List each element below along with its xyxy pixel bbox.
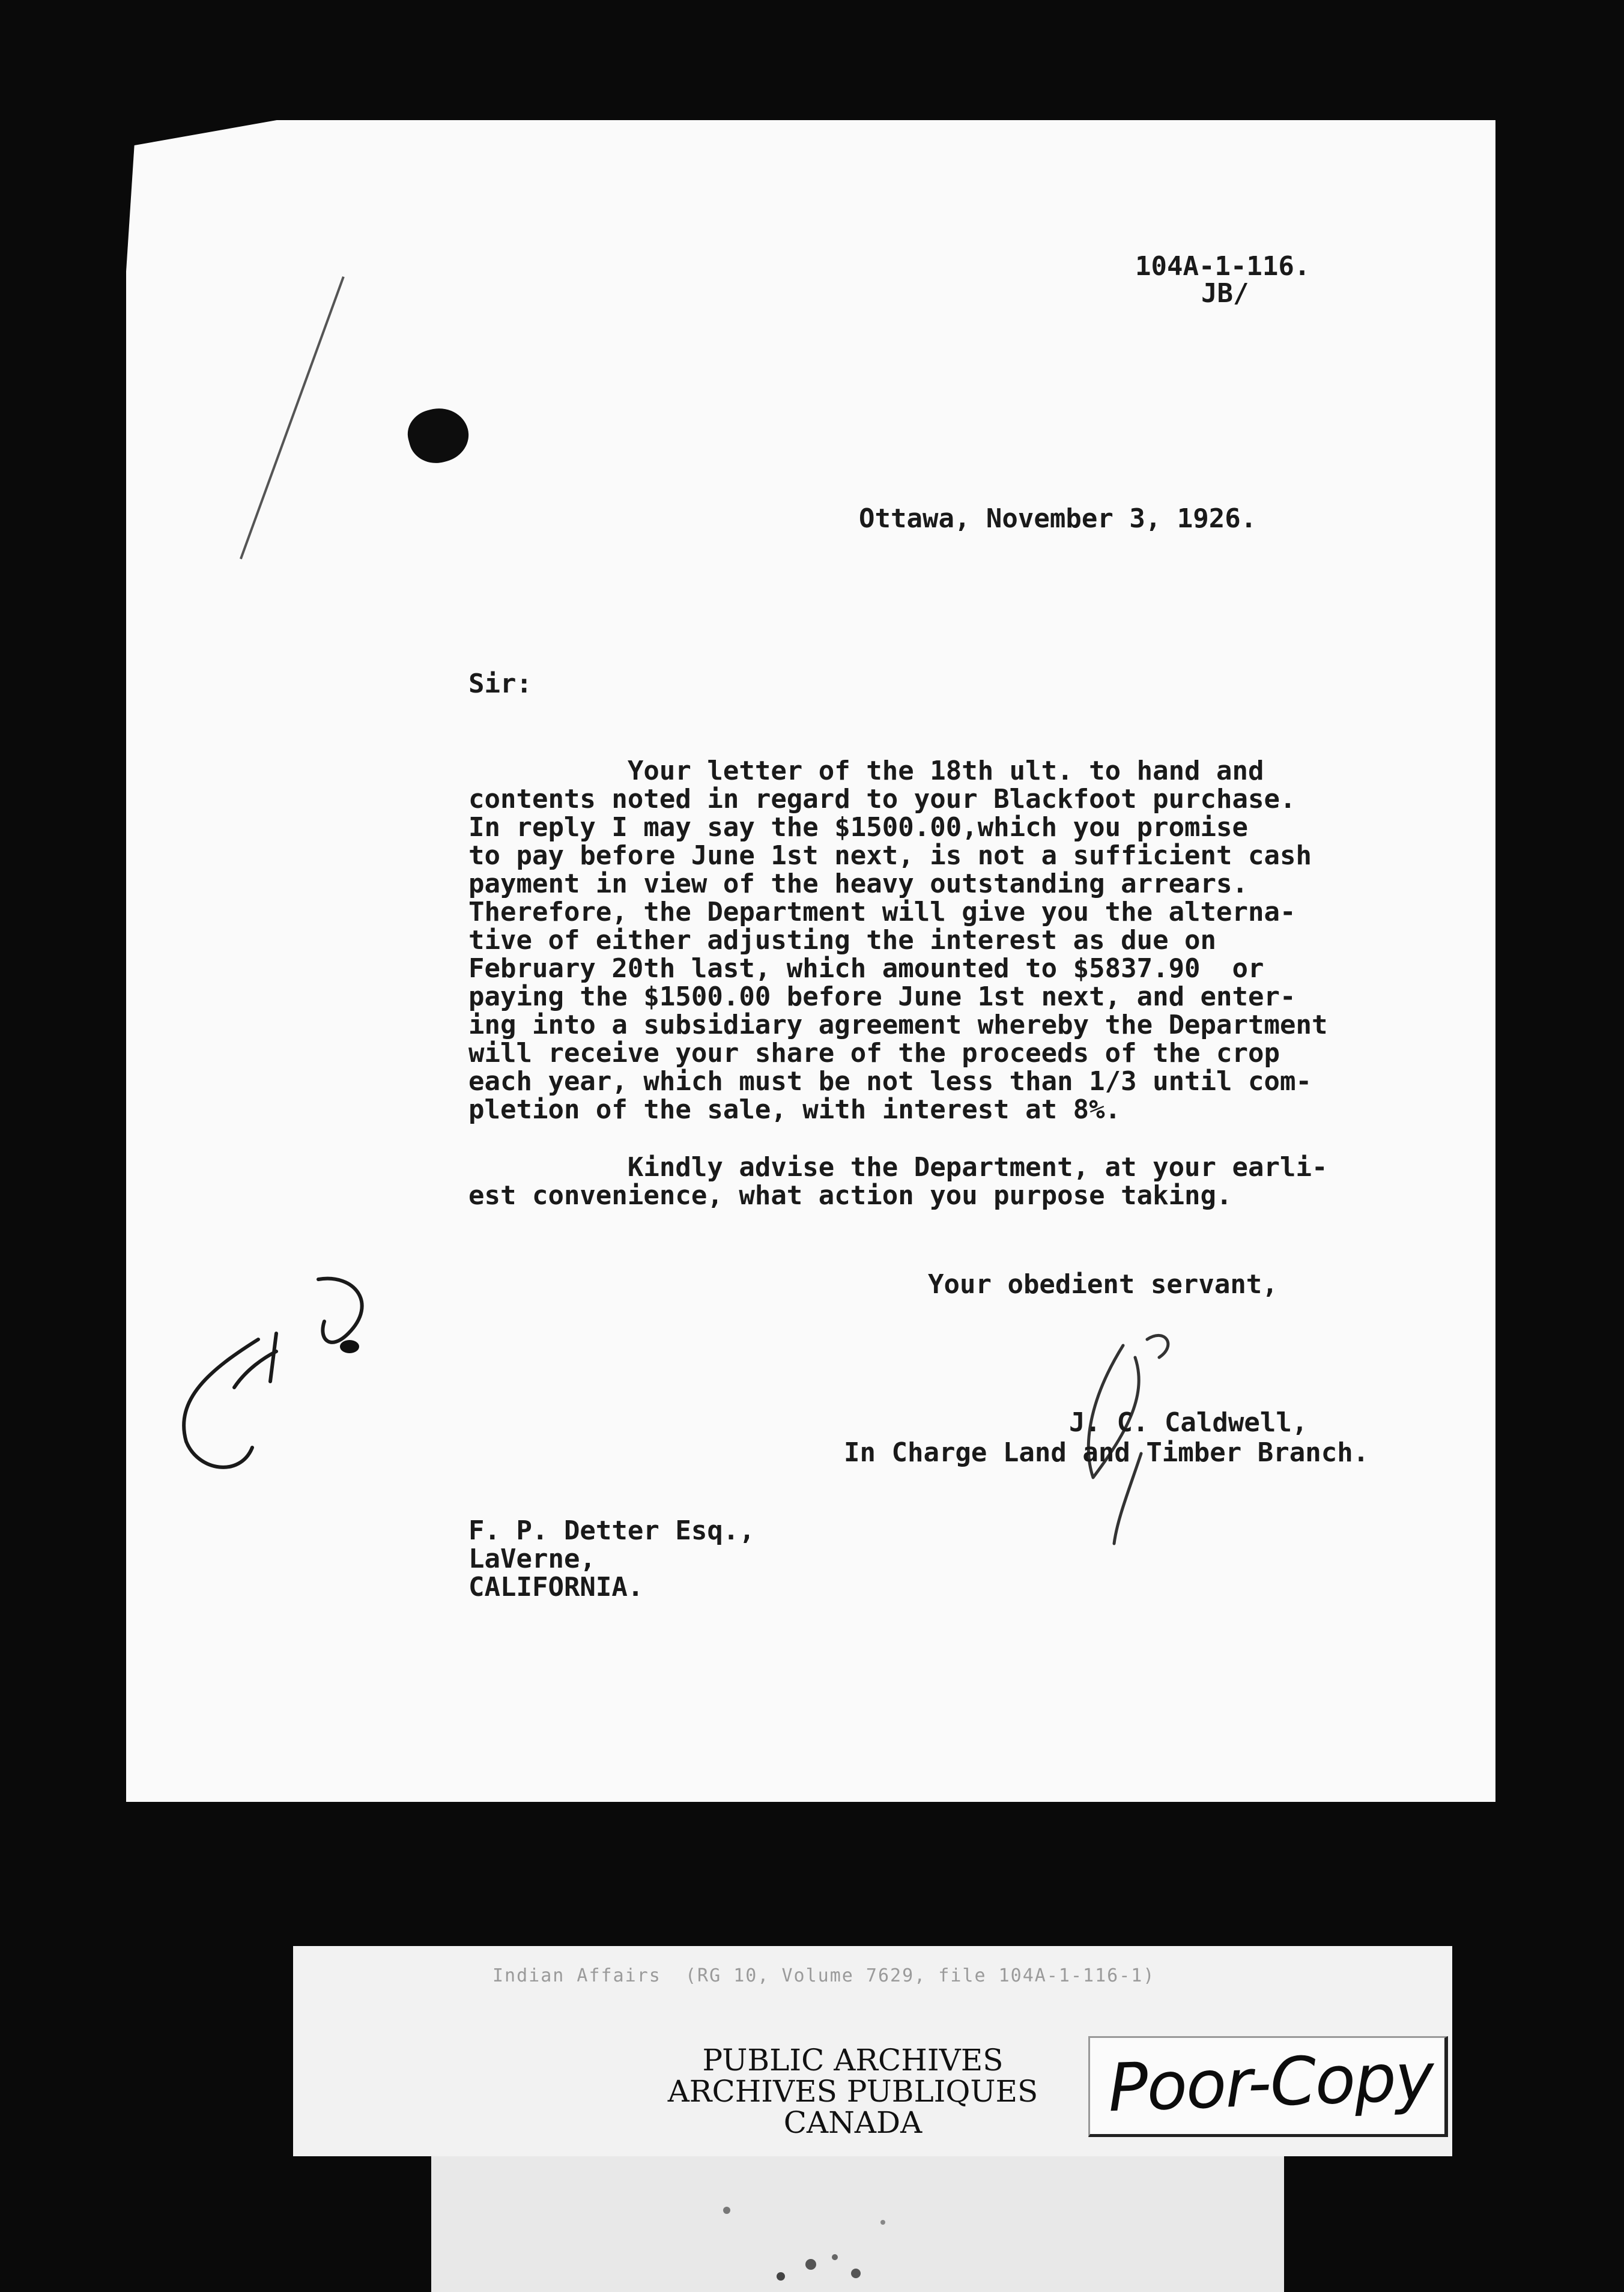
archive-label-english: PUBLIC ARCHIVES	[702, 2043, 1004, 2078]
margin-handwritten-mark	[174, 1267, 402, 1490]
recipient-state: CALIFORNIA.	[468, 1572, 644, 1602]
archive-reference-strip: Indian Affairs (RG 10, Volume 7629, file 104A-1-116-1)	[492, 1965, 1156, 1986]
poor-copy-note: Poor-Copy	[1106, 2038, 1434, 2127]
typist-initials: JB/	[1201, 278, 1249, 309]
complimentary-closing: Your obedient servant,	[928, 1269, 1278, 1300]
recipient-city: LaVerne,	[468, 1544, 596, 1574]
poor-copy-label-box	[1088, 2036, 1448, 2137]
file-reference-number: 104A-1-116.	[1135, 251, 1310, 282]
body-paragraph-1: Your letter of the 18th ult. to hand and contents noted in regard to your Blackfoot purchase. In reply I may say the $1500.00,which you promise to pay before June 1st next, is not a sufficient cash payment in view of the heavy outstanding arrears. Therefore, the Department will give you the alterna- tive of either adjusting the interest as due on February 20th last, which amounted to $5837.90 or paying the $1500.00 before June 1st next, and enter- ing into a subsidiary agreement whereby the Department will receive your share of the proceeds of the crop each year, which must be not less than 1/3 until com- pletion of the sale, with interest at 8%.	[468, 756, 1328, 1125]
recipient-address	[468, 1517, 755, 1601]
stamp-speckle	[691, 2186, 943, 2288]
signatory-name: J. C. Caldwell,	[1069, 1407, 1308, 1438]
archive-label-french: ARCHIVES PUBLIQUES	[667, 2074, 1038, 2109]
signatory-title: In Charge Land and Timber Branch.	[844, 1437, 1369, 1468]
date-line: Ottawa, November 3, 1926.	[859, 503, 1257, 534]
salutation: Sir:	[468, 668, 532, 699]
punch-hole	[402, 402, 474, 470]
body-paragraph-2: Kindly advise the Department, at your earli- est convenience, what action you purpose taking.	[468, 1152, 1328, 1211]
archive-label-country: CANADA	[783, 2105, 923, 2140]
recipient-name: F. P. Detter Esq.,	[468, 1515, 755, 1546]
paper-fold-crease	[240, 276, 345, 559]
